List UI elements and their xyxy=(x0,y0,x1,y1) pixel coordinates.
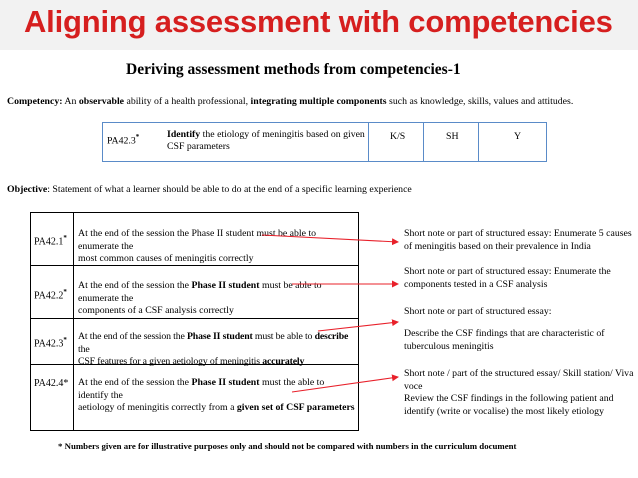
objective-definition: Objective: Statement of what a learner should be able to do at the end of a specific learning experience xyxy=(7,184,412,195)
assessment-method: Short note / part of the structured essay/ Skill station/ Viva voce xyxy=(404,368,634,392)
assessment-method: Describe the CSF findings that are characteristic of tuberculous meningitis xyxy=(404,328,605,352)
competency-core: Y xyxy=(514,131,522,142)
objective-code: PA42.3* xyxy=(34,336,67,350)
arrow-icon xyxy=(262,235,398,242)
competency-description: Identify the etiology of meningitis based on given CSF parameters xyxy=(167,129,365,152)
objective-code: PA42.2* xyxy=(34,288,67,302)
objective-text: At the end of the session the Phase II student must the able to identify the aetiology of meningitis correctly from a given set of CSF parameters xyxy=(78,377,355,413)
competency-label: Competency: xyxy=(7,96,63,107)
assessment-method: Short note or part of structured essay: Enumerate the components tested in a CSF analysis xyxy=(404,266,611,290)
competency-level: SH xyxy=(446,131,459,142)
assessment-method: Short note or part of structured essay: Enumerate 5 causes of meningitis based on their prevalence in India xyxy=(404,228,632,252)
assessment-method: Review the CSF findings in the following patient and identify (write or vocalise) the most likely etiology xyxy=(404,393,614,417)
footnote: * Numbers given are for illustrative purposes only and should not be compared with numbers in the curriculum document xyxy=(58,441,517,451)
slide-subtitle: Deriving assessment methods from competencies-1 xyxy=(126,61,461,78)
objective-code: PA42.4* xyxy=(34,378,69,389)
arrow-icon xyxy=(318,322,398,331)
objective-text: At the end of the session the Phase II student must be able to enumerate the components of a CSF analysis correctly xyxy=(78,280,322,316)
competency-code: PA42.3* xyxy=(107,133,140,147)
slide-title: Aligning assessment with competencies xyxy=(24,4,613,39)
objective-text: At the end of the session the Phase II student must be able to enumerate the most common causes of meningitis correctly xyxy=(78,228,317,264)
assessment-method: Short note or part of structured essay: xyxy=(404,306,552,317)
competency-domain: K/S xyxy=(390,131,406,142)
objective-text: At the end of the session the Phase II student must be able to describe the CSF features for a given aetiology of meningitis accurately xyxy=(78,331,349,367)
objective-label: Objective xyxy=(7,184,48,195)
arrow-icon xyxy=(292,377,398,392)
objective-code: PA42.1* xyxy=(34,234,67,248)
competency-definition: Competency: An observable ability of a health professional, integrating multiple components such as knowledge, skills, values and attitudes. xyxy=(7,96,574,107)
